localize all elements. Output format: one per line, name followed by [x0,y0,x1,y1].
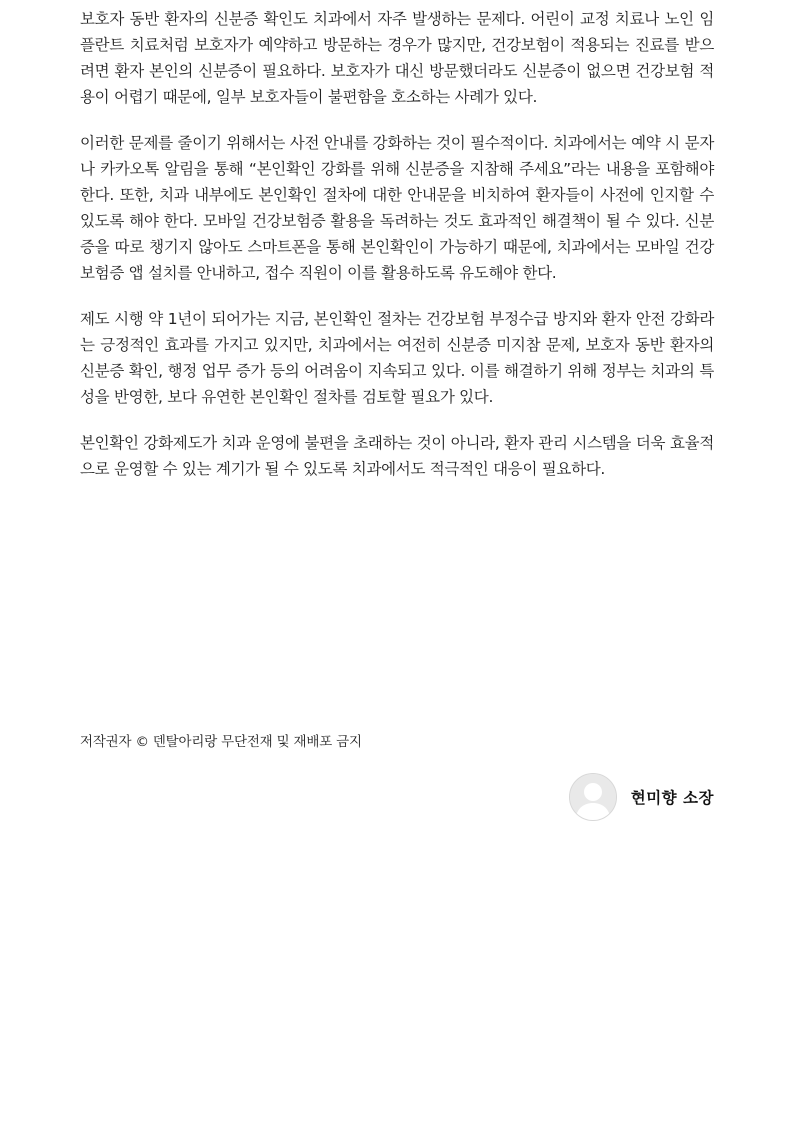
user-silhouette-icon [570,774,616,820]
article-body [80,6,714,502]
author-name[interactable]: 현미향 소장 [630,789,714,807]
author-avatar[interactable] [569,773,617,821]
article-paragraph-4: 본인확인 강화제도가 치과 운영에 불편을 초래하는 것이 아니라, 환자 관리 시스템을 더욱 효율적으로 운영할 수 있는 계기가 될 수 있도록 치과에서도 적극적인 대응이 필요하다. [80,434,714,478]
copyright-notice: 저작권자 © 덴탈아리랑 무단전재 및 재배포 금지 [80,734,362,750]
article-paragraph-1: 보호자 동반 환자의 신분증 확인도 치과에서 자주 발생하는 문제다. 어린이 교정 치료나 노인 임플란트 치료처럼 보호자가 예약하고 방문하는 경우가 많지만, 건강보험이 적용되는 진료를 받으려면 환자 본인의 신분증이 필요하다. 보호자가 대신 방문했더라도 신분증이 없으면 건강보험 적용이 어렵기 때문에, 일부 보호자들이 불편함을 호소하는 사례가 있다. [80,10,714,106]
article-paragraph-3: 제도 시행 약 1년이 되어가는 지금, 본인확인 절차는 건강보험 부정수급 방지와 환자 안전 강화라는 긍정적인 효과를 가지고 있지만, 치과에서는 여전히 신분증 미지참 문제, 보호자 동반 환자의 신분증 확인, 행정 업무 증가 등의 어려움이 지속되고 있다. 이를 해결하기 위해 정부는 치과의 특성을 반영한, 보다 유연한 본인확인 절차를 검토할 필요가 있다. [80,310,714,406]
article-paragraph-2: 이러한 문제를 줄이기 위해서는 사전 안내를 강화하는 것이 필수적이다. 치과에서는 예약 시 문자나 카카오톡 알림을 통해 “본인확인 강화를 위해 신분증을 지참해 주세요”라는 내용을 포함해야 한다. 또한, 치과 내부에도 본인확인 절차에 대한 안내문을 비치하여 환자들이 사전에 인지할 수 있도록 해야 한다. 모바일 건강보험증 활용을 독려하는 것도 효과적인 해결책이 될 수 있다. 신분증을 따로 챙기지 않아도 스마트폰을 통해 본인확인이 가능하기 때문에, 치과에서는 모바일 건강보험증 앱 설치를 안내하고, 접수 직원이 이를 활용하도록 유도해야 한다. [80,134,714,282]
author-byline[interactable] [569,773,714,821]
